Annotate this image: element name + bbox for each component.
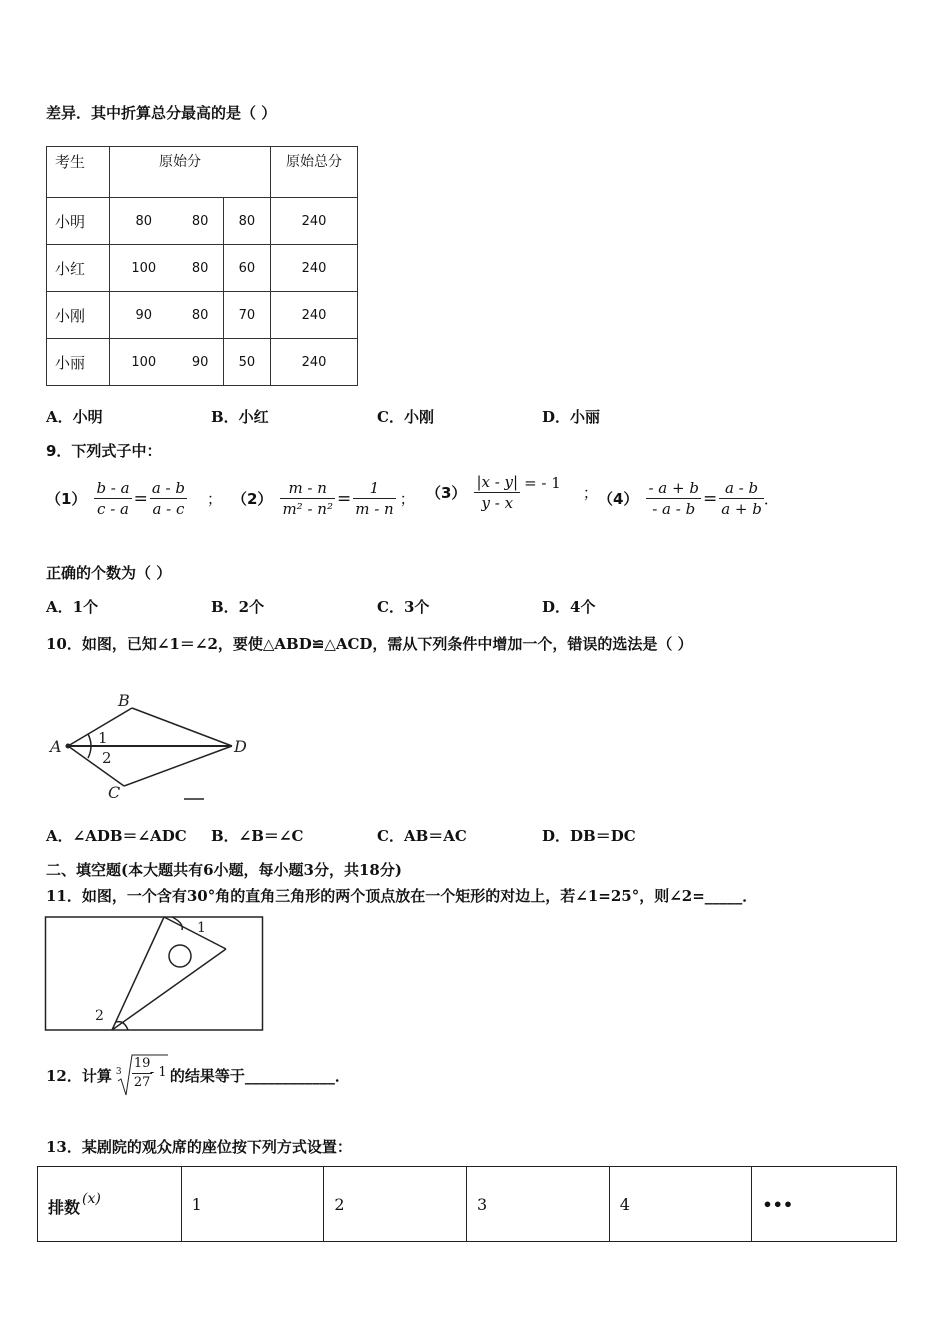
q9-option-d: D．4个: [542, 598, 596, 616]
q9-option-b: B．2个: [211, 598, 265, 616]
table-row: [38, 1167, 897, 1242]
numerator: - a + b: [648, 479, 699, 497]
row-name: 小刚: [47, 292, 110, 339]
score-cell: 60: [223, 245, 270, 292]
score-cell: 80: [110, 198, 178, 245]
score-cell: 100: [110, 245, 178, 292]
label-angle-1: 1: [98, 729, 108, 747]
triangle-side: [112, 917, 164, 1030]
score-cell: 80: [178, 292, 224, 339]
q10-figure: [44, 690, 264, 805]
fraction: [646, 478, 701, 519]
q9-option-c: C．3个: [377, 598, 430, 616]
denominator: c - a: [97, 500, 129, 518]
fraction: [474, 472, 520, 513]
numerator: a - b: [151, 479, 185, 497]
segment-cd: [124, 746, 232, 786]
header-raw-total: 原始总分: [271, 147, 358, 198]
point-a: [66, 744, 71, 749]
minus-one: - 1: [149, 1065, 167, 1080]
label-c: C: [108, 783, 121, 802]
table-row: [47, 245, 358, 292]
table-row: [47, 292, 358, 339]
fraction: [353, 478, 396, 519]
table-cell: 4: [609, 1167, 752, 1242]
expr-label: （4）: [598, 490, 639, 508]
expr-label: （3）: [426, 484, 467, 502]
rhs: = - 1: [524, 473, 561, 492]
row-variable: (x): [82, 1190, 101, 1207]
fraction: [280, 478, 335, 519]
label-d: D: [234, 737, 247, 756]
segment-ac: [68, 746, 124, 786]
label-angle-2: 2: [102, 749, 112, 767]
q13-stem: 13．某剧院的观众席的座位按下列方式设置：: [46, 1138, 352, 1156]
fraction: [719, 478, 764, 519]
q9-option-a: A．1个: [46, 598, 99, 616]
q8-option-d: D．小丽: [542, 408, 601, 426]
section-2-title: 二、填空题(本大题共有6小题，每小题3分，共18分): [46, 861, 402, 879]
table-cell: 1: [181, 1167, 324, 1242]
score-cell: 70: [223, 292, 270, 339]
q9-expression-1: （1） $\frac{b - a}{c - a}$ = $\frac{a - b}{a - c}$ ；: [46, 479, 223, 518]
numerator: 1: [353, 478, 396, 499]
q12-prefix: 12．计算: [46, 1066, 112, 1085]
score-cell: 90: [110, 292, 178, 339]
q10-option-a: A．∠ADB＝∠ADC: [46, 827, 187, 845]
q9-expression-2: （2） $\frac{m - n}{\text{m² - n²}}$ = $\frac{1}{m - n}$ ；: [232, 479, 415, 518]
q12-line: [46, 1050, 350, 1100]
expr-label: （2）: [232, 490, 273, 508]
label-a: A: [50, 737, 62, 756]
denominator: m - n: [355, 500, 394, 518]
header-raw-score: 原始分: [110, 147, 271, 198]
q9-expression-3: [426, 472, 598, 513]
q11-figure: [44, 914, 268, 1034]
score-cell: 100: [110, 339, 178, 386]
score-cell: 90: [178, 339, 224, 386]
q10-option-b: B．∠B＝∠C: [211, 827, 304, 845]
root-index: 3: [115, 1067, 122, 1077]
total-cell: 240: [271, 339, 358, 386]
score-cell: 80: [178, 198, 224, 245]
row-name: 小红: [47, 245, 110, 292]
q9-question: 正确的个数为（ ）: [46, 564, 172, 582]
ellipsis-cell: •••: [752, 1167, 897, 1242]
q10-option-d: D．DB＝DC: [542, 827, 636, 845]
score-cell: 80: [223, 198, 270, 245]
rectangle: [46, 917, 263, 1030]
total-cell: 240: [271, 245, 358, 292]
seat-table: [37, 1166, 897, 1242]
score-table: [46, 146, 358, 386]
numerator: m - n: [280, 478, 335, 499]
fraction: [150, 478, 187, 519]
denominator: a + b: [721, 500, 762, 518]
table-cell: 2: [324, 1167, 467, 1242]
row-name: 小丽: [47, 339, 110, 386]
numerator: a - b: [719, 478, 764, 499]
q10-stem: 10．如图，已知∠1＝∠2，要使△ABD≌△ACD，需从下列条件中增加一个，错误的选法是（ ）: [46, 635, 693, 653]
denominator: a - c: [152, 500, 185, 518]
denominator: y - x: [481, 494, 514, 512]
triangle-side: [164, 917, 226, 949]
numerator: 19: [132, 1055, 153, 1074]
score-cell: 80: [178, 245, 224, 292]
expr-label: （1）: [46, 490, 87, 508]
triangle-side: [112, 949, 226, 1030]
label-angle-2: 2: [95, 1008, 104, 1024]
q9-stem: 9．下列式子中：: [46, 442, 162, 460]
label-b: B: [118, 691, 130, 710]
row-header-label: 排数: [48, 1197, 81, 1217]
label-angle-1: 1: [197, 920, 206, 936]
q8-intro: 差异．其中折算总分最高的是（ ）: [46, 104, 277, 122]
q11-stem: 11．如图，一个含有30°角的直角三角形的两个顶点放在一个矩形的对边上，若∠1=25°，则∠2=_____．: [46, 887, 758, 905]
header-examinee: 考生: [47, 147, 110, 198]
cube-root: [116, 1051, 166, 1099]
table-row: [47, 198, 358, 245]
segment-bd: [132, 708, 232, 746]
total-cell: 240: [271, 198, 358, 245]
triangle-hole: [169, 945, 191, 967]
score-cell: 50: [223, 339, 270, 386]
table-row: [47, 339, 358, 386]
q8-option-a: A．小明: [46, 408, 103, 426]
table-cell: 3: [467, 1167, 610, 1242]
period: ．: [763, 490, 779, 508]
denominator: 27: [133, 1075, 151, 1090]
row-name: 小明: [47, 198, 110, 245]
numerator: |x - y|: [476, 473, 519, 491]
total-cell: 240: [271, 292, 358, 339]
separator: ；: [207, 490, 223, 508]
q8-option-b: B．小红: [211, 408, 269, 426]
separator: ；: [399, 490, 415, 508]
separator: ；: [582, 484, 598, 502]
q10-option-c: C．AB＝AC: [377, 827, 467, 845]
numerator: b - a: [96, 479, 130, 497]
q12-suffix: 的结果等于____________．: [169, 1066, 350, 1085]
fraction: [94, 478, 131, 519]
denominator: m² - n²: [282, 500, 333, 518]
row-header-cell: [38, 1167, 182, 1242]
q8-option-c: C．小刚: [377, 408, 434, 426]
q9-expression-4: （4） $\frac{- a + b}{- a - b}$ = $\frac{a - b}{a + b}$ ．: [598, 479, 779, 518]
denominator: - a - b: [652, 500, 696, 518]
